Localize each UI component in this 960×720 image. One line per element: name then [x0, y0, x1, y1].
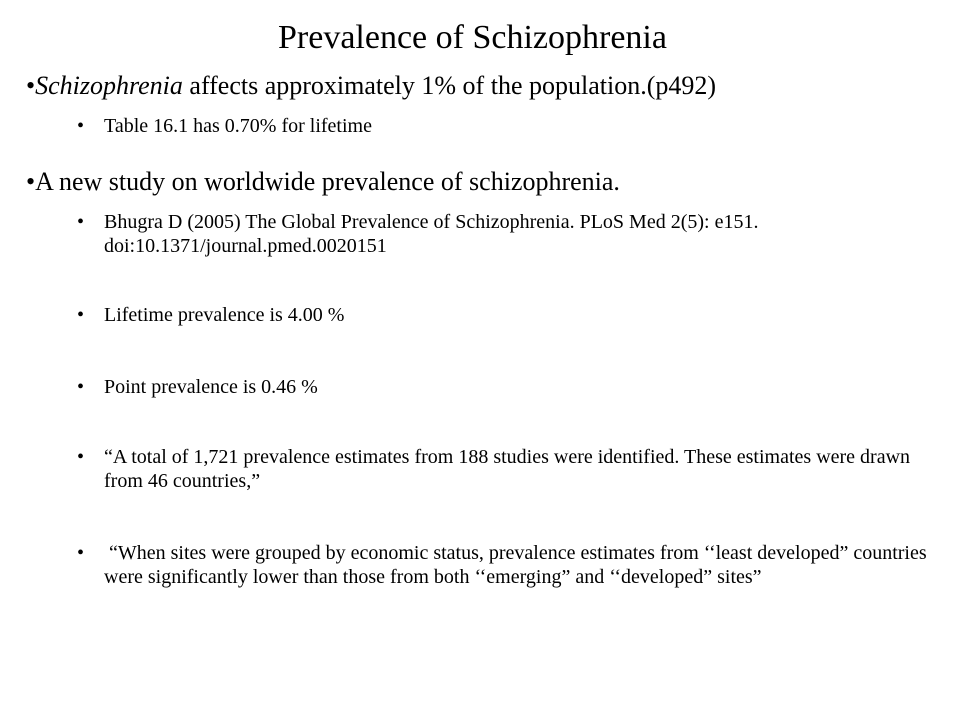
sub-bullet-marker: • — [77, 115, 85, 137]
sub-bullet-text: Lifetime prevalence is 4.00 % — [104, 304, 345, 326]
bullet-item-1 — [26, 70, 716, 102]
slide-title: Prevalence of Schizophrenia — [278, 19, 667, 56]
sub-bullet-text: Point prevalence is 0.46 % — [104, 376, 318, 398]
sub-bullet — [77, 303, 927, 327]
sub-bullet — [77, 445, 927, 493]
bullet-text: A new study on worldwide prevalence of schizophrenia. — [35, 167, 620, 196]
sub-bullet-marker: • — [77, 542, 85, 564]
bullet-marker: • — [26, 167, 36, 196]
sub-bullet-text: “When sites were grouped by economic status, prevalence estimates from ‘‘least developed” countries were significantly lower than those from both ‘‘emerging” and ‘‘developed” sites” — [104, 542, 932, 588]
sub-bullet-text: Table 16.1 has 0.70% for lifetime — [104, 115, 372, 137]
bullet-text: affects approximately 1% of the population.(p492) — [182, 71, 717, 100]
bullet-item-2 — [26, 166, 620, 198]
sub-bullet-marker: • — [77, 304, 85, 326]
sub-bullet-marker: • — [77, 211, 85, 233]
sub-bullet-marker: • — [77, 376, 85, 398]
sub-bullet — [77, 210, 927, 258]
sub-bullet-text: “A total of 1,721 prevalence estimates from 188 studies were identified. These estimates were drawn from 46 countries,” — [104, 446, 916, 492]
sub-bullet — [77, 541, 932, 589]
sub-bullet — [77, 375, 927, 399]
sub-bullet-marker: • — [77, 446, 85, 468]
sub-bullet — [77, 114, 927, 138]
bullet-marker: • — [26, 71, 36, 100]
emphasized-term: Schizophrenia — [35, 71, 183, 100]
sub-bullet-text: Bhugra D (2005) The Global Prevalence of Schizophrenia. PLoS Med 2(5): e151. doi:10.1371/journal.pmed.0020151 — [104, 211, 764, 257]
